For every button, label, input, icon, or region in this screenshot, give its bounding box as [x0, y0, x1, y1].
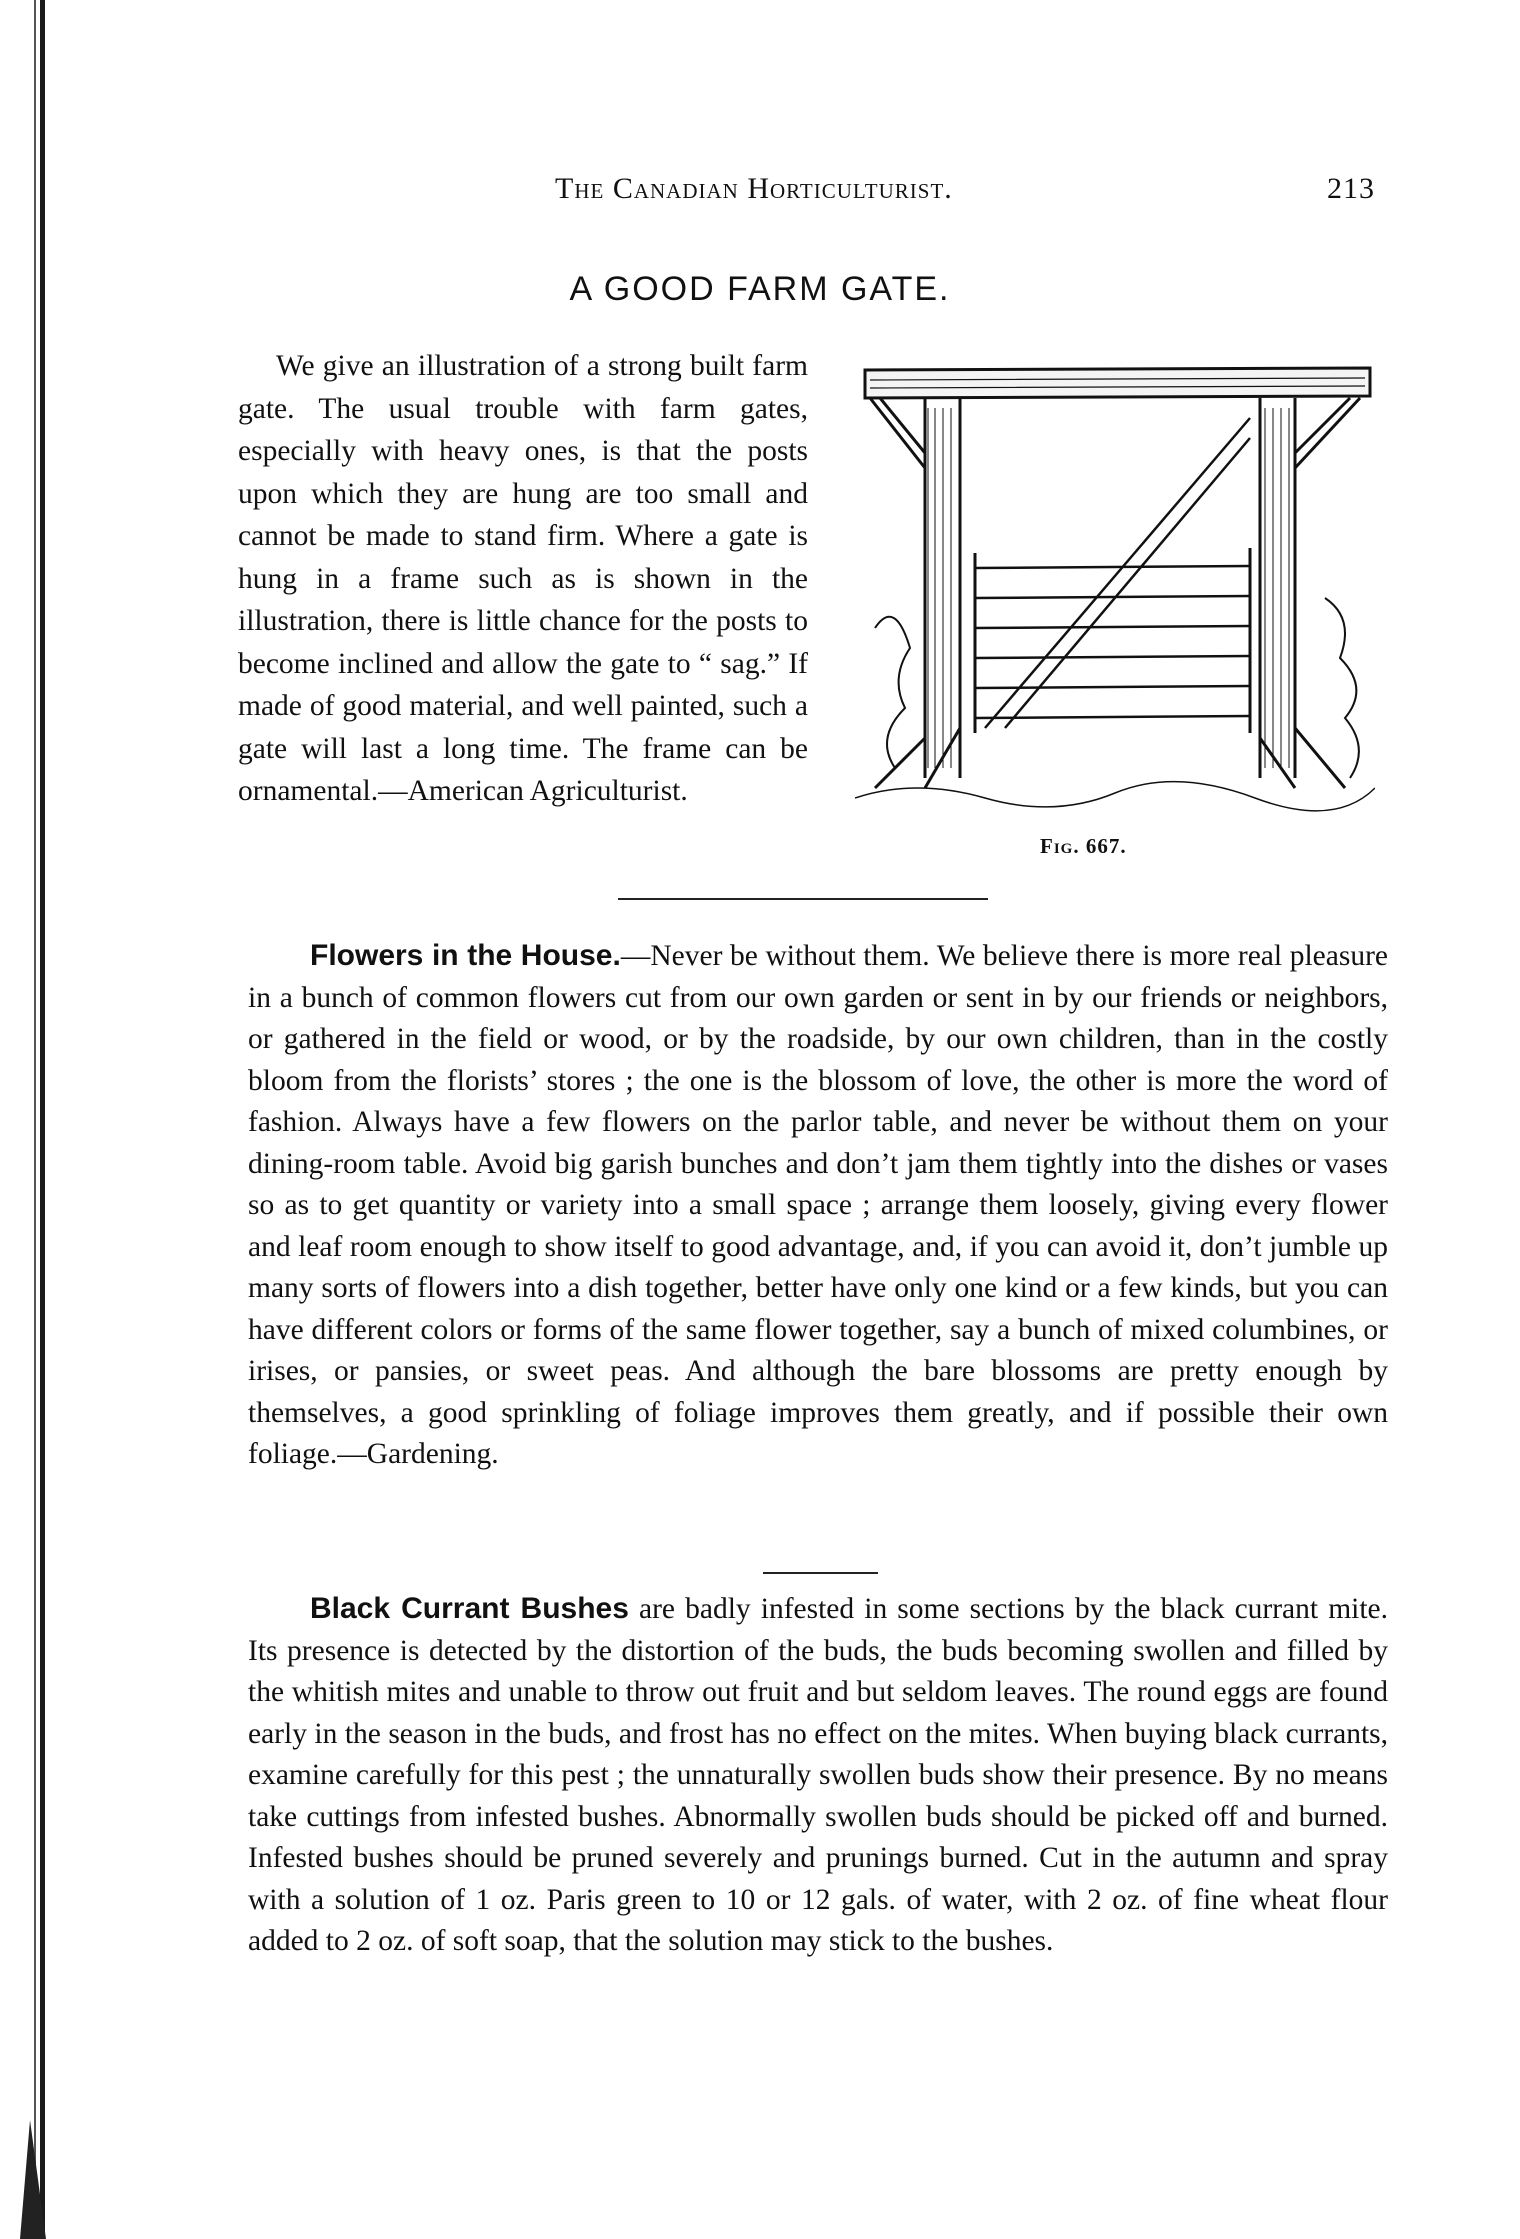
running-header	[555, 168, 1375, 212]
flowers-article	[248, 935, 1388, 1476]
flowers-body: —Never be without them. We believe there is more real pleasure in a bunch of common flowers cut from our own garden or sent in by our friends or neighbors, or gathered in the field or wood, or by the roadside, by our own children, than in the costly bloom from the florists’ stores ; the one is the blossom of love, the other is more the word of fashion. Always have a few flowers on the parlor table, and never be without them on your dining-room table. Avoid big garish bunches and don’t jam them tightly into the dishes or vases so as to get quantity or variety into a small space ; arrange them loosely, giving every flower and leaf room enough to show itself to good advantage, and, if you can avoid it, don’t jumble up many sorts of flowers into a dish together, better have only one kind or a few kinds, but you can have different colors or forms of the same flower together, say a bunch of mixed columbines, or irises, or pansies, or sweet peas. And although the bare blossoms are pretty enough by themselves, a good sprinkling of foliage improves them greatly, and if possible their own foliage.—Gardening.	[248, 940, 1388, 1470]
currant-article	[248, 1588, 1388, 1963]
flowers-paragraph	[248, 935, 1388, 1476]
farm-gate-drawing	[855, 358, 1375, 818]
currant-paragraph	[248, 1588, 1388, 1963]
farm-gate-illustration	[855, 358, 1375, 838]
gate-paragraph: We give an illustration of a strong built farm gate. The usual trouble with farm gates, especially with heavy ones, is that the posts upon which they are hung are too small and cannot be made to stand firm. Where a gate is hung in a frame such as is shown in the illustration, there is little chance for the posts to become inclined and allow the gate to “ sag.” If made of good material, and well painted, such a gate will last a long time. The frame can be ornamental.—American Agriculturist.	[238, 350, 808, 807]
currant-lead-heading: Black Currant Bushes	[310, 1592, 629, 1625]
flowers-lead-heading: Flowers in the House.	[310, 939, 621, 972]
section-divider	[763, 1572, 878, 1574]
section-divider	[618, 898, 988, 900]
page-number: 213	[1327, 172, 1375, 205]
gate-article-body	[238, 345, 808, 813]
journal-title: The Canadian Horticulturist.	[555, 172, 953, 205]
article-title: A GOOD FARM GATE.	[569, 270, 951, 308]
currant-body: are badly infested in some sections by the black currant mite. Its presence is detected by the distortion of the buds, the buds becoming swollen and filled by the whitish mites and unable to throw out fruit and but seldom leaves. The round eggs are found early in the season in the buds, and frost has no effect on the mites. When buying black currants, examine carefully for this pest ; the unnaturally swollen buds show their presence. By no means take cuttings from infested bushes. Abnormally swollen buds should be picked off and burned. Infested bushes should be pruned severely and prunings burned. Cut in the autumn and spray with a solution of 1 oz. Paris green to 10 or 12 gals. of water, with 2 oz. of fine wheat flour added to 2 oz. of soft soap, that the solution may stick to the bushes.	[248, 1593, 1389, 1957]
page-binding-edge	[0, 0, 52, 2239]
figure-caption: Fig. 667.	[1040, 834, 1127, 858]
